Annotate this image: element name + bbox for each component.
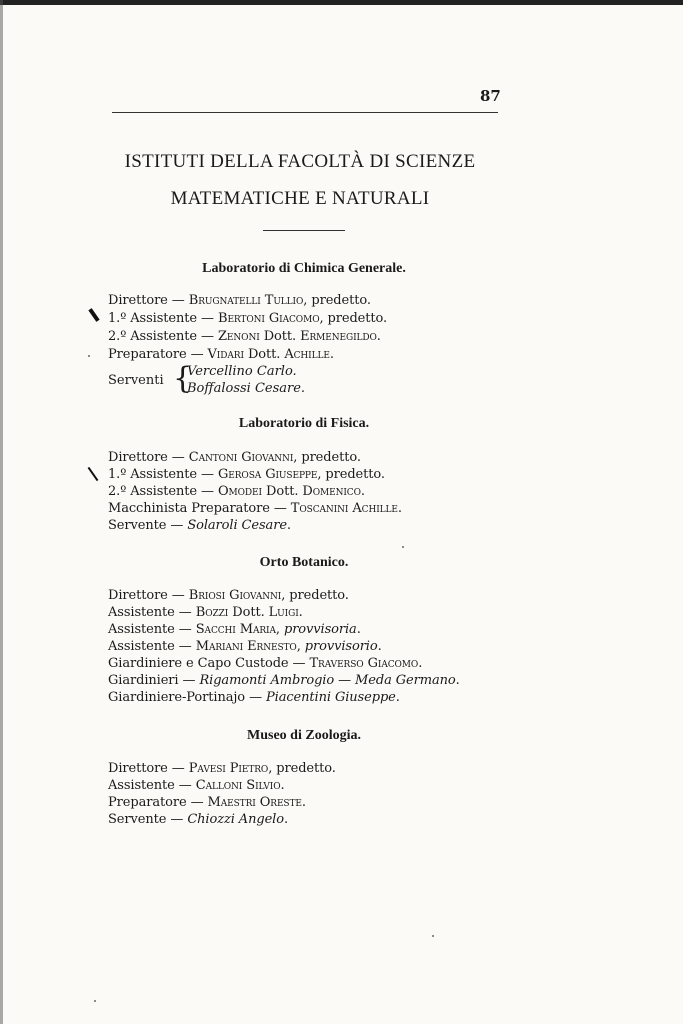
entry-orto-assistente-2: Assistente — Sacchi Maria, provvisoria. [108, 622, 361, 637]
paper-speck [402, 546, 404, 548]
entry-zoologia-servente: Servente — Chiozzi Angelo. [108, 812, 289, 827]
paper-speck [88, 355, 90, 357]
paper-speck [432, 935, 434, 937]
section-title-chimica: Laboratorio di Chimica Generale. [202, 261, 406, 276]
margin-tick-mark [88, 467, 99, 481]
entry-fisica-direttore: Direttore — Cantoni Giovanni, predetto. [108, 450, 361, 465]
page-title-line2: MATEMATICHE E NATURALI [170, 188, 430, 209]
header-rule [112, 112, 498, 113]
page-title-line1: ISTITUTI DELLA FACOLTÀ DI SCIENZE [124, 151, 476, 172]
entry-orto-giardinieri: Giardinieri — Rigamonti Ambrogio — Meda Germano. [108, 673, 460, 688]
servente-name-2: Boffalossi Cesare. [187, 381, 306, 396]
serventi-label: Serventi [108, 373, 164, 388]
entry-zoologia-assistente: Assistente — Calloni Silvio. [108, 778, 285, 793]
entry-fisica-assistente-2: 2.º Assistente — Omodei Dott. Domenico. [108, 484, 365, 499]
servente-name-1: Vercellino Carlo. [187, 364, 297, 379]
entry-orto-direttore: Direttore — Briosi Giovanni, predetto. [108, 588, 349, 603]
section-title-zoologia: Museo di Zoologia. [247, 728, 361, 743]
page-top-edge [0, 0, 683, 5]
entry-chimica-direttore: Direttore — Brugnatelli Tullio, predetto. [108, 293, 371, 308]
entry-orto-giardiniere-capo: Giardiniere e Capo Custode — Traverso Giacomo. [108, 656, 423, 671]
entry-fisica-servente: Servente — Solaroli Cesare. [108, 518, 291, 533]
entry-chimica-serventi [108, 361, 368, 398]
entry-zoologia-preparatore: Preparatore — Maestri Oreste. [108, 795, 306, 810]
entry-chimica-assistente-2: 2.º Assistente — Zenoni Dott. Ermenegildo. [108, 329, 381, 344]
curly-brace: { [173, 361, 193, 396]
entry-chimica-preparatore: Preparatore — Vidari Dott. Achille. [108, 347, 334, 362]
entry-orto-portinajo: Giardiniere-Portinajo — Piacentini Giuseppe. [108, 690, 400, 705]
section-title-fisica: Laboratorio di Fisica. [238, 416, 370, 431]
entry-zoologia-direttore: Direttore — Pavesi Pietro, predetto. [108, 761, 336, 776]
page-number: 87 [480, 87, 501, 105]
page-left-edge [0, 0, 3, 1024]
entry-fisica-assistente-1: 1.º Assistente — Gerosa Giuseppe, predetto. [108, 467, 385, 482]
section-title-orto: Orto Botanico. [259, 555, 349, 570]
entry-orto-assistente-1: Assistente — Bozzi Dott. Luigi. [108, 605, 303, 620]
entry-chimica-assistente-1: 1.º Assistente — Bertoni Giacomo, predetto. [108, 311, 388, 326]
paper-speck [94, 1000, 96, 1002]
entry-fisica-macchinista: Macchinista Preparatore — Toscanini Achille. [108, 501, 402, 516]
margin-tick-mark [88, 308, 99, 322]
title-divider [263, 230, 345, 231]
entry-orto-assistente-3: Assistente — Mariani Ernesto, provvisorio. [108, 639, 382, 654]
